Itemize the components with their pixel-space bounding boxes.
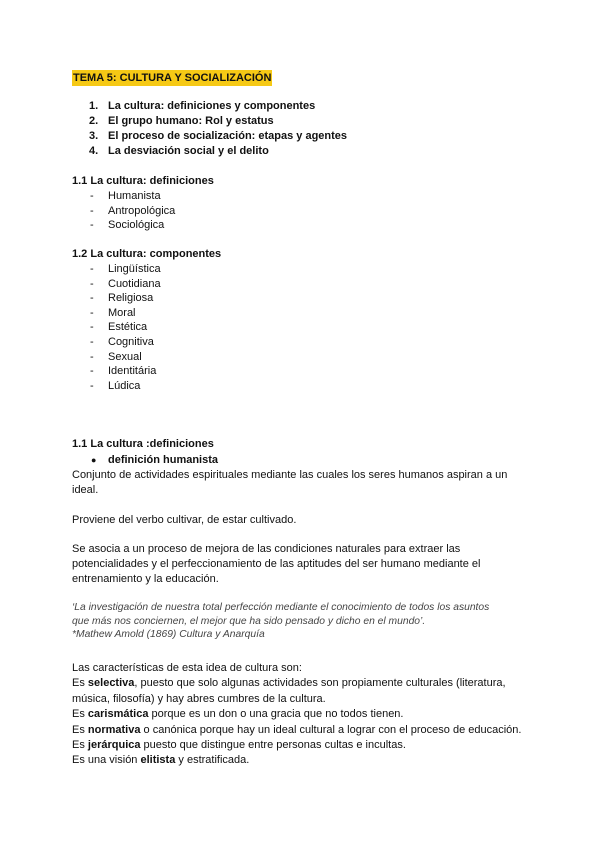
table-of-contents xyxy=(72,99,347,159)
characteristic-normativa: Es normativa o canónica porque hay un ideal cultural a lograr con el proceso de educación. xyxy=(72,723,522,736)
toc-label: La cultura: definiciones y componentes xyxy=(108,100,316,112)
section-heading: 1.2 La cultura: componentes xyxy=(72,248,222,260)
page-title: TEMA 5: CULTURA Y SOCIALIZACIÓN xyxy=(73,72,272,84)
toc-item xyxy=(72,144,347,159)
list-item: - Estética xyxy=(90,321,148,334)
quote-block: ‘La investigación de nuestra total perfección mediante el conocimiento de todos los asuntos que más nos conciernen, el mejor que ha sido pensado y dicho en el mundo’. *Mathew Amold (1869) Cultura y Anarquía xyxy=(72,602,490,640)
characteristics-intro: Las características de esta idea de cultura son: xyxy=(72,662,302,674)
list-item: - Sexual xyxy=(90,350,142,363)
list-item: - Lúdica xyxy=(90,379,141,392)
characteristic-selectiva: Es selectiva, puesto que solo algunas actividades son propiamente culturales (literatura, xyxy=(72,677,506,690)
paragraph-definition: Conjunto de actividades espirituales mediante las cuales los seres humanos aspiran a un ideal. xyxy=(72,469,508,496)
list-item: - Humanista xyxy=(90,190,161,202)
section-definitions-detail xyxy=(72,437,214,452)
bullet-dot-icon: ● xyxy=(91,455,97,465)
list-item: - Moral xyxy=(90,306,136,319)
characteristic-selectiva-cont: música, filosofía) y hay abres cumbres de la cultura. xyxy=(72,692,326,705)
toc-item xyxy=(72,99,347,114)
toc-number: 4. xyxy=(89,145,99,157)
section-definitions xyxy=(72,174,214,233)
characteristics-block xyxy=(72,661,532,769)
characteristic-jerarquica: Es jerárquica puesto que distingue entre personas cultas e incultas. xyxy=(72,739,406,752)
toc-number: 3. xyxy=(89,130,99,142)
characteristic-elitista: Es una visión elitista y estratificada. xyxy=(72,754,250,767)
toc-number: 1. xyxy=(89,100,99,112)
toc-label: La desviación social y el delito xyxy=(108,145,269,157)
toc-item xyxy=(72,114,347,129)
toc-item xyxy=(72,129,347,144)
list-item: - Cuotidiana xyxy=(90,277,161,290)
section-heading: 1.1 La cultura: definiciones xyxy=(72,175,214,187)
list-item: - Cognitiva xyxy=(90,335,154,348)
bullet-label: definición humanista xyxy=(108,454,219,466)
list-item: - Lingüística xyxy=(90,263,161,275)
toc-label: El grupo humano: Rol y estatus xyxy=(108,115,274,127)
definitions-list xyxy=(72,189,214,233)
section-components xyxy=(72,247,221,393)
paragraph-origin: Proviene del verbo cultivar, de estar cultivado. xyxy=(72,514,297,526)
list-item: - Identitária xyxy=(90,365,157,378)
section-heading: 1.1 La cultura :definiciones xyxy=(72,438,214,450)
list-item: - Sociológica xyxy=(90,219,165,232)
components-list xyxy=(72,262,221,393)
paragraph-process: Se asocia a un proceso de mejora de las condiciones naturales para extraer las potencialidades y el perfeccionamiento de las aptitudes del ser humano mediante el entrenamiento y la educación. xyxy=(72,543,481,585)
characteristic-carismatica: Es carismática porque es un don o una gracia que no todos tienen. xyxy=(72,708,404,721)
toc-label: El proceso de socialización: etapas y agentes xyxy=(108,130,348,142)
toc-number: 2. xyxy=(89,115,99,127)
list-item: - Religiosa xyxy=(90,292,154,305)
list-item: - Antropológica xyxy=(90,204,176,217)
bullet-item xyxy=(72,453,218,467)
